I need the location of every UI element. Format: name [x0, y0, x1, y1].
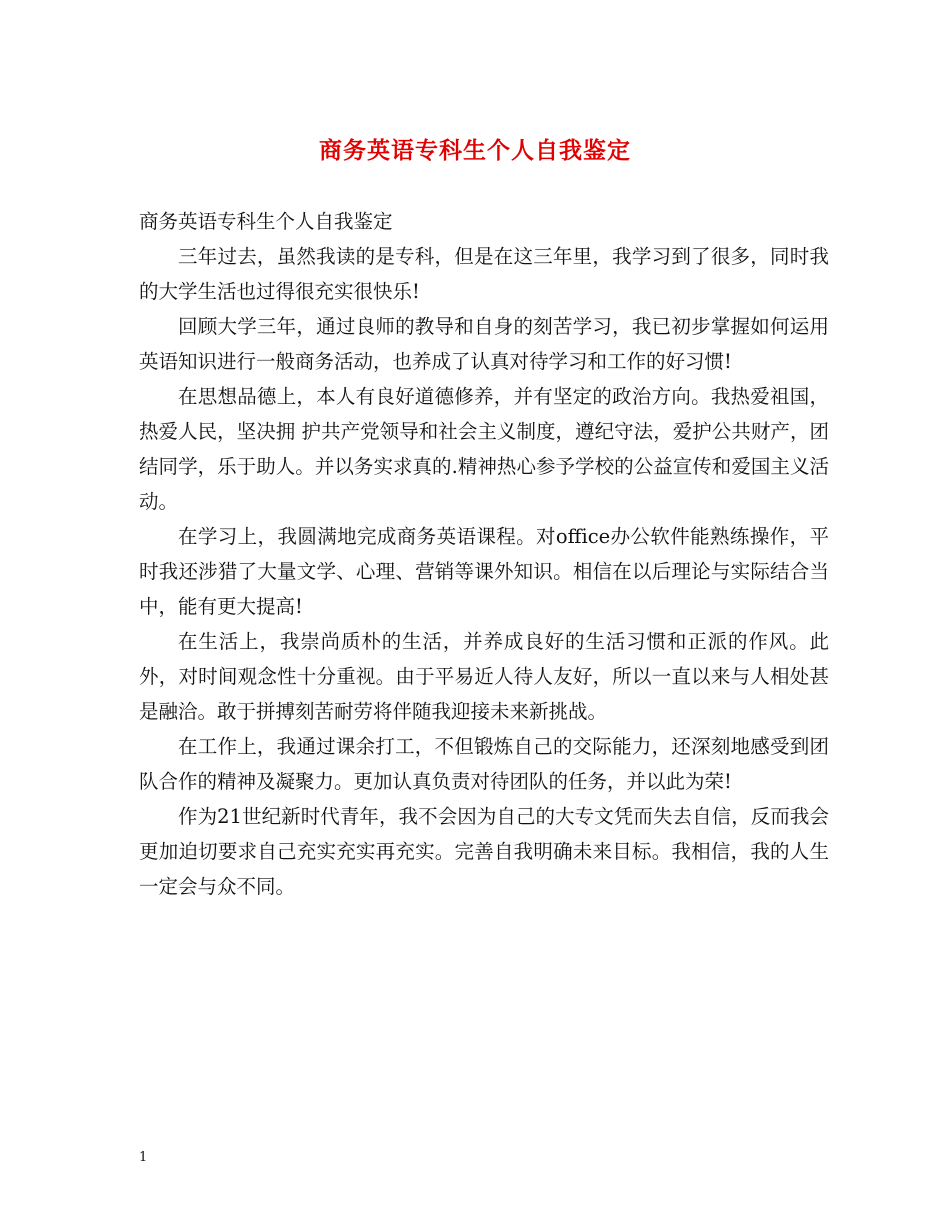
paragraph: 在生活上，我崇尚质朴的生活，并养成良好的生活习惯和正派的作风。此外，对时间观念性十分重视。由于平易近人待人友好，所以一直以来与人相处甚是融洽。敢于拼搏刻苦耐劳将伴随我迎接未来新挑战。	[139, 630, 829, 723]
paragraph: 回顾大学三年，通过良师的教导和自身的刻苦学习，我已初步掌握如何运用英语知识进行一般商务活动，也养成了认真对待学习和工作的好习惯!	[139, 315, 829, 373]
page-number: 1	[139, 1150, 148, 1165]
paragraph: 三年过去，虽然我读的是专科，但是在这三年里，我学习到了很多，同时我的大学生活也过得很充实很快乐!	[139, 245, 829, 303]
paragraph: 作为21世纪新时代青年，我不会因为自己的大专文凭而失去自信，反而我会更加迫切要求自己充实充实再充实。完善自我明确未来目标。我相信，我的人生一定会与众不同。	[139, 805, 829, 898]
document-title: 商务英语专科生个人自我鉴定	[319, 137, 631, 164]
paragraph: 在思想品德上，本人有良好道德修养，并有坚定的政治方向。我热爱祖国，热爱人民，坚决拥 护共产党领导和社会主义制度，遵纪守法，爱护公共财产，团结同学，乐于助人。并以务实求真的.精神热心参予学校的公益宣传和爱国主义活动。	[139, 385, 829, 513]
paragraph: 在工作上，我通过课余打工，不但锻炼自己的交际能力，还深刻地感受到团队合作的精神及凝聚力。更加认真负责对待团队的任务，并以此为荣!	[139, 735, 829, 793]
document-body	[139, 204, 829, 904]
paragraph: 在学习上，我圆满地完成商务英语课程。对office办公软件能熟练操作，平时我还涉猎了大量文学、心理、营销等课外知识。相信在以后理论与实际结合当中，能有更大提高!	[139, 525, 829, 618]
document-subtitle: 商务英语专科生个人自我鉴定	[139, 210, 393, 233]
